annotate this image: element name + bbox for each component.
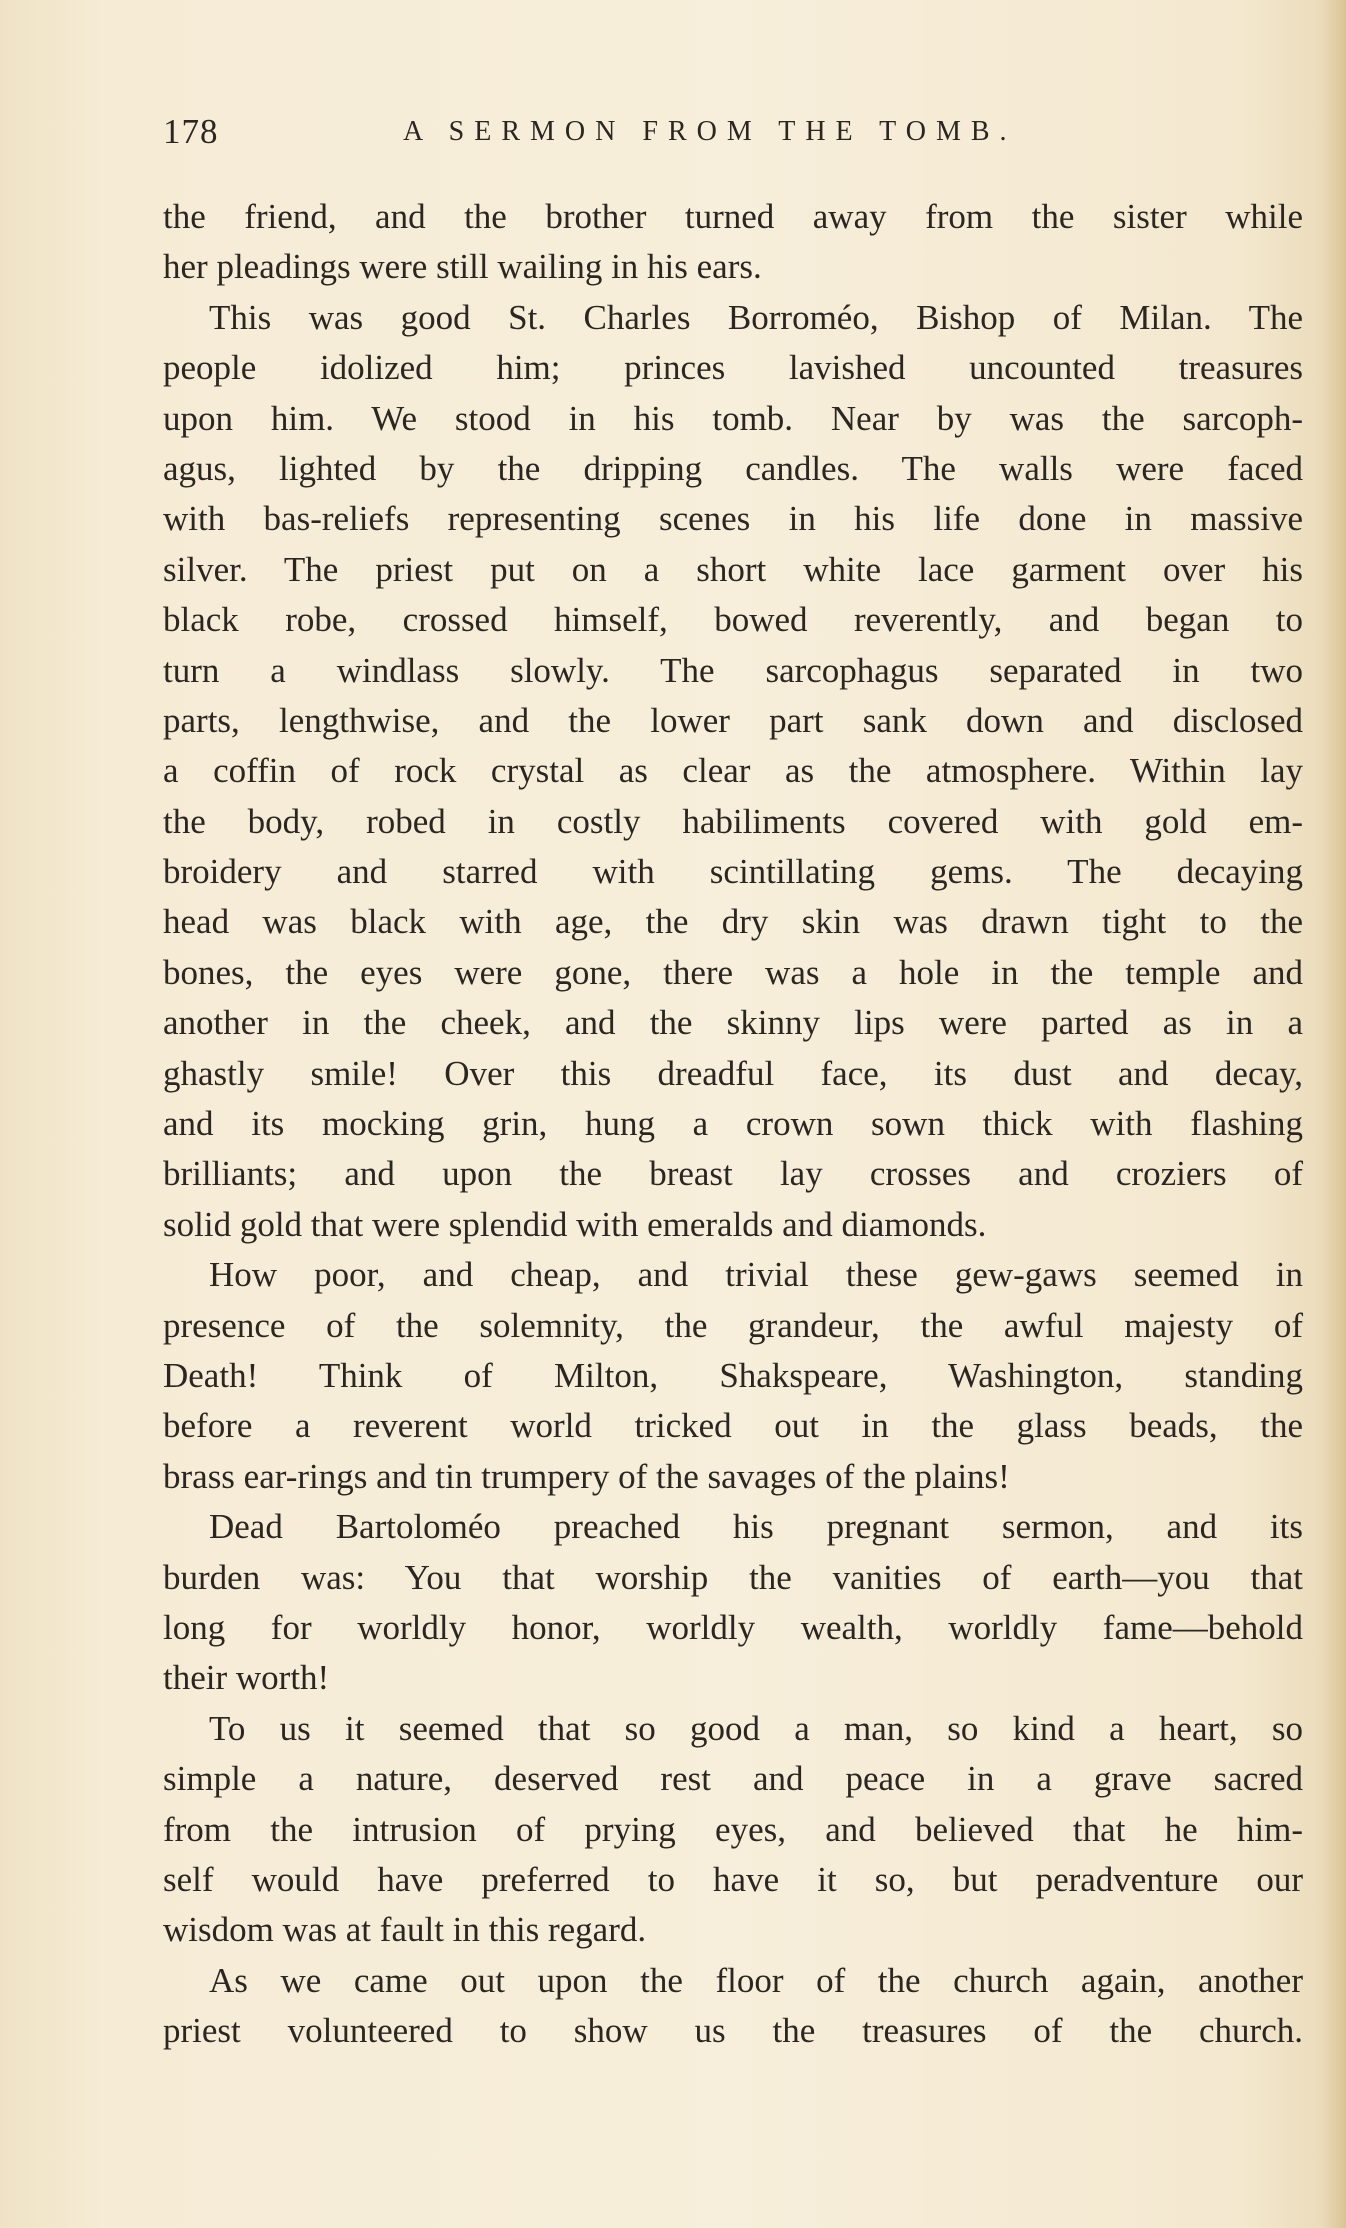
text-line: silver. The priest put on a short white lace garment over his [163,549,1303,589]
body-text [163,192,1303,2056]
text-line: turn a windlass slowly. The sarcophagus separated in two [163,650,1303,690]
text-line: priest volunteered to show us the treasures of the church. [163,2011,1303,2051]
text-line: before a reverent world tricked out in the glass beads, the [163,1406,1303,1446]
text-line: upon him. We stood in his tomb. Near by was the sarcoph- [163,398,1303,438]
text-line: How poor, and cheap, and trivial these gew-gaws seemed in [209,1255,1303,1295]
text-line: broidery and starred with scintillating gems. The decaying [163,852,1303,892]
text-line: from the intrusion of prying eyes, and believed that he him- [163,1809,1303,1849]
running-title: A SERMON FROM THE TOMB. [403,116,1017,147]
text-line: Death! Think of Milton, Shakspeare, Washington, standing [163,1355,1303,1395]
text-line: with bas-reliefs representing scenes in his life done in massive [163,499,1303,539]
text-line: burden was: You that worship the vanities of earth—you that [163,1557,1303,1597]
text-line: To us it seemed that so good a man, so kind a heart, so [209,1708,1303,1748]
text-line: solid gold that were splendid with emeralds and diamonds. [163,1204,987,1244]
text-line: As we came out upon the floor of the church again, another [209,1960,1303,2000]
text-line: self would have preferred to have it so, but peradventure our [163,1859,1303,1899]
text-line: another in the cheek, and the skinny lips were parted as in a [163,1003,1303,1043]
text-line: and its mocking grin, hung a crown sown thick with flashing [163,1104,1303,1144]
text-line: long for worldly honor, worldly wealth, worldly fame—behold [163,1607,1303,1647]
text-line: bones, the eyes were gone, there was a hole in the temple and [163,952,1303,992]
text-line: her pleadings were still wailing in his ears. [163,247,762,287]
text-line: a coffin of rock crystal as clear as the atmosphere. Within lay [163,751,1303,791]
text-line: head was black with age, the dry skin was drawn tight to the [163,902,1303,942]
text-line: brass ear-rings and tin trumpery of the savages of the plains! [163,1456,1010,1496]
text-line: presence of the solemnity, the grandeur, the awful majesty of [163,1305,1303,1345]
page-edge-shadow [1320,0,1346,2228]
text-line: their worth! [163,1658,330,1698]
text-line: people idolized him; princes lavished uncounted treasures [163,348,1303,388]
running-head [163,112,1303,162]
text-line: brilliants; and upon the breast lay crosses and croziers of [163,1154,1303,1194]
text-line: This was good St. Charles Borroméo, Bishop of Milan. The [209,297,1303,337]
text-line: Dead Bartoloméo preached his pregnant sermon, and its [209,1507,1303,1547]
text-line: parts, lengthwise, and the lower part sank down and disclosed [163,700,1303,740]
text-line: ghastly smile! Over this dreadful face, its dust and decay, [163,1053,1303,1093]
page-number: 178 [163,112,219,151]
text-line: agus, lighted by the dripping candles. The walls were faced [163,448,1303,488]
text-line: the friend, and the brother turned away from the sister while [163,197,1303,236]
text-line: the body, robed in costly habiliments covered with gold em- [163,801,1303,841]
text-line: simple a nature, deserved rest and peace in a grave sacred [163,1759,1303,1799]
text-line: black robe, crossed himself, bowed reverently, and began to [163,600,1303,640]
text-line: wisdom was at fault in this regard. [163,1910,647,1950]
